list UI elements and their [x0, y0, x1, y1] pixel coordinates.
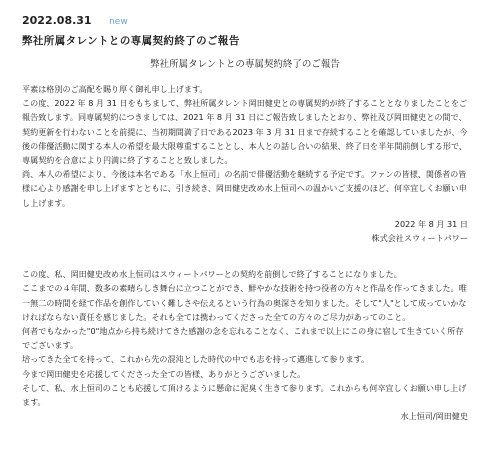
name-change-paragraph: 尚、本人の希望により、今後は本名である「水上恒司」の名前で俳優活動を継続する予定です。ファンの皆様、関係者の皆様に心より感謝を申し上げますとともに、引き続き、岡田健史改め水上恒司への温かいご支援のほど、何卒宜しくお願い申し上げます。 [22, 169, 467, 208]
message-paragraph: 培ってきた全てを持って、これから先の混沌とした時代の中でも志を持って邁進して参ります。 [22, 354, 370, 365]
announcement-paragraph: この度、2022 年 8 月 31 日をもちまして、弊社所属タレント岡田健史との専属契約が終了することとなりましたことをご報告致します。同専属契約につきましては、2021 年 8 月 31 日にご報告致しましたとおり、弊社及び岡田健史との間で、契約更新を行わないことを前提に、当初期間満了日である2023 年 3 月 31 日まで存続することを確認していましたが、今後の俳優活動に関する本人の希望を最大限尊重することとし、本人との話し合いの結果、終了日を半年間前倒しする形で、専属契約を合意により円満に終了することと致しました。 [22, 98, 468, 166]
post-meta [22, 14, 128, 27]
new-badge: new [109, 17, 128, 27]
signature-company: 株式会社スウィートパワー [371, 233, 468, 244]
signature-date: 2022 年 8 月 31 日 [394, 218, 468, 229]
message-paragraph: この度、私、岡田健史改め水上恒司はスウィートパワーとの契約を前倒しで終了することになりました。 [22, 269, 402, 280]
message-signature: 水上恒司/岡田健史 [400, 411, 468, 422]
spacer [22, 210, 468, 217]
document-subtitle: 弊社所属タレントとの専属契約終了のご報告 [150, 59, 340, 70]
spacer [22, 245, 468, 267]
message-paragraph: 何者でもなかった"0"地点から持ち続けてきた感謝の念を忘れることなく、これまで以上にこの身に宿して生きていく所存でございます。 [22, 326, 464, 351]
message-paragraph: 今まで岡田健史を応援してくださった全ての皆様、ありがとうございました。 [22, 368, 306, 379]
announcement-document [22, 56, 468, 423]
message-paragraph: ここまでの４年間、数多の素晴らしき舞台に立つことができ、鮮やかな技術を持つ役者の方々と作品を作ってきました。唯一無二の時間を経て作品を創作していく難しさや伝えるという行為の奥深さを知りました。そして"人"として成っていかなければならない責任を感じました。それも全ては携わってくださった全ての方々のご尽力があってのこと。 [22, 283, 467, 322]
greeting-paragraph: 平素は格別のご高配を賜り厚く御礼申し上げます。 [22, 84, 208, 94]
message-paragraph: そして、私、水上恒司のことも応援して頂けるように懸命に泥臭く生きて参ります。これからも何卒宜しくお願い申し上げます。 [22, 382, 467, 408]
post-date: 2022.08.31 [22, 14, 92, 27]
post-title: 弊社所属タレントとの専属契約終了のご報告 [22, 35, 240, 47]
